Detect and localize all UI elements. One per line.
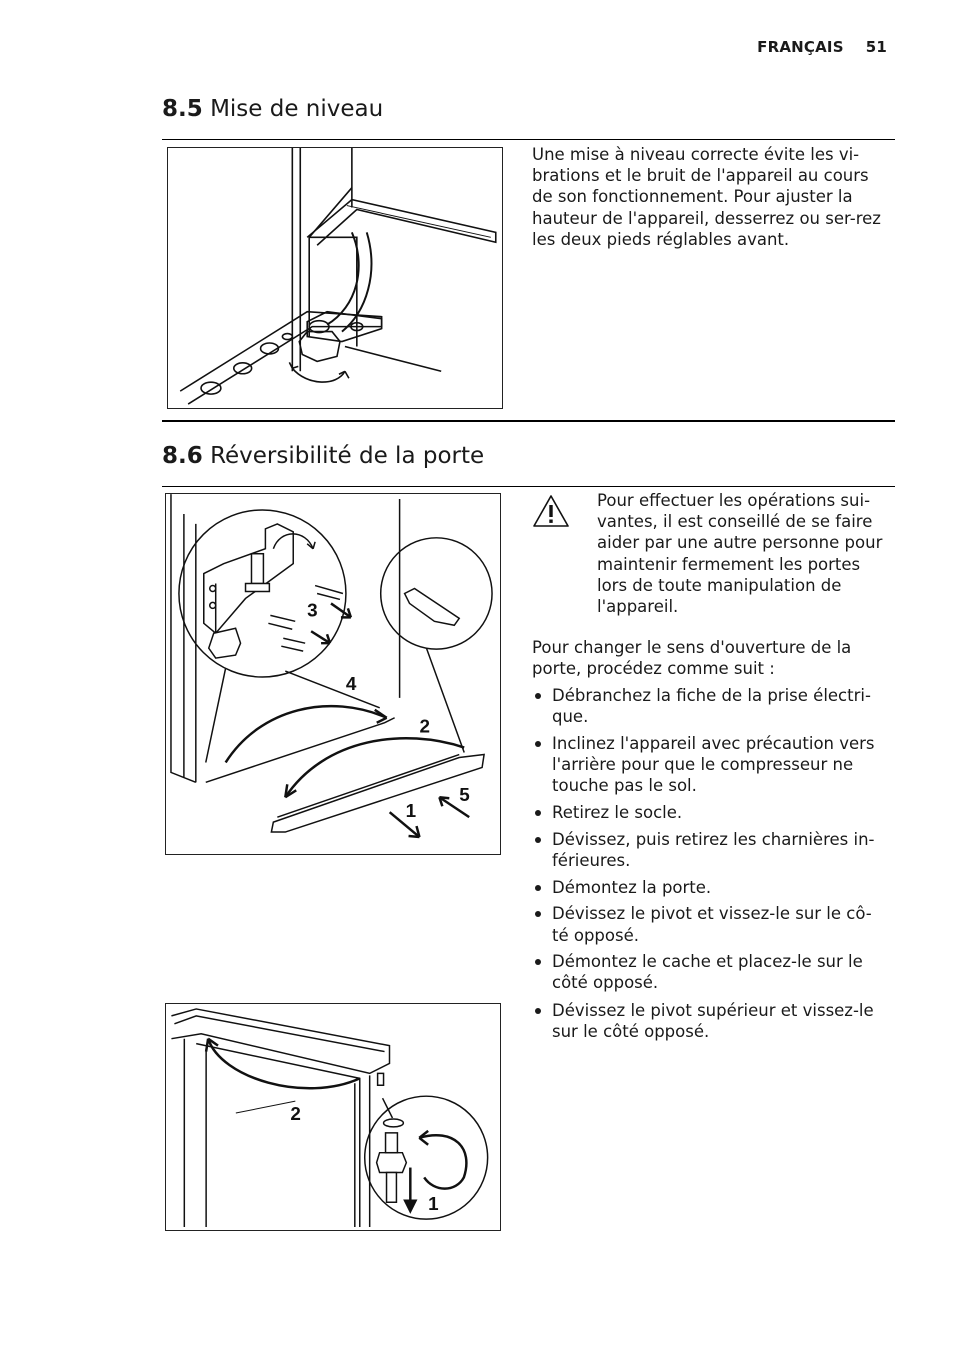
fig3-label-2: 2 [290, 1102, 301, 1124]
section-85-top-rule [162, 139, 895, 140]
section-86-top-rule [162, 486, 895, 487]
section-85-heading: Mise de niveau [210, 96, 384, 122]
fig2-label-2: 2 [419, 716, 430, 738]
warning-text: Pour effectuer les opérations sui-vantes, il est conseillé de se faire aider par une autre personne pour maintenir fermement les portes lors de toute manipulation de l'appareil. [597, 491, 883, 617]
list-item: Retirez le socle. [532, 802, 888, 823]
section-85-title [162, 96, 383, 122]
section-86-steps [532, 685, 888, 999]
list-item: Démontez le cache et placez-le sur le côté opposé. [532, 951, 888, 993]
fig2-label-4: 4 [345, 673, 357, 695]
list-item: Dévissez le pivot et vissez-le sur le cô-té opposé. [532, 903, 888, 945]
fig2-label-5: 5 [459, 785, 470, 807]
header-language: FRANÇAIS [757, 38, 844, 56]
section-86-number: 8.6 [162, 443, 203, 469]
list-item: Inclinez l'appareil avec précaution vers l'arrière pour que le compresseur ne touche pas le sol. [532, 733, 888, 797]
page-header [757, 38, 887, 56]
section-86-steps-2 [532, 1000, 888, 1048]
list-item: Dévissez le pivot supérieur et vissez-le sur le côté opposé. [532, 1000, 888, 1042]
section-86-intro: Pour changer le sens d'ouverture de la porte, procédez comme suit : [532, 638, 852, 679]
fig2-label-1: 1 [405, 801, 417, 823]
list-item: Démontez la porte. [532, 877, 888, 898]
warning-triangle-icon [532, 494, 570, 528]
list-item: Dévissez, puis retirez les charnières in-férieures. [532, 829, 888, 871]
page-number: 51 [865, 38, 887, 56]
list-item: Débranchez la fiche de la prise électri-que. [532, 685, 888, 727]
leveling-foot-illustration [167, 147, 503, 409]
door-removal-illustration [165, 493, 501, 855]
section-85-number: 8.5 [162, 96, 203, 122]
fig3-label-1: 1 [428, 1193, 439, 1215]
section-85-bottom-rule [162, 420, 895, 422]
section-86-heading: Réversibilité de la porte [210, 443, 485, 469]
upper-pivot-illustration [165, 1003, 501, 1231]
section-85-paragraph: Une mise à niveau correcte évite les vi-brations et le bruit de l'appareil au cours de son fonctionnement. Pour ajuster la hauteur de l'appareil, desserrez ou ser-rez les deux pieds réglables avant. [532, 145, 881, 249]
fig2-label-3: 3 [307, 600, 318, 622]
section-86-title [162, 443, 484, 469]
